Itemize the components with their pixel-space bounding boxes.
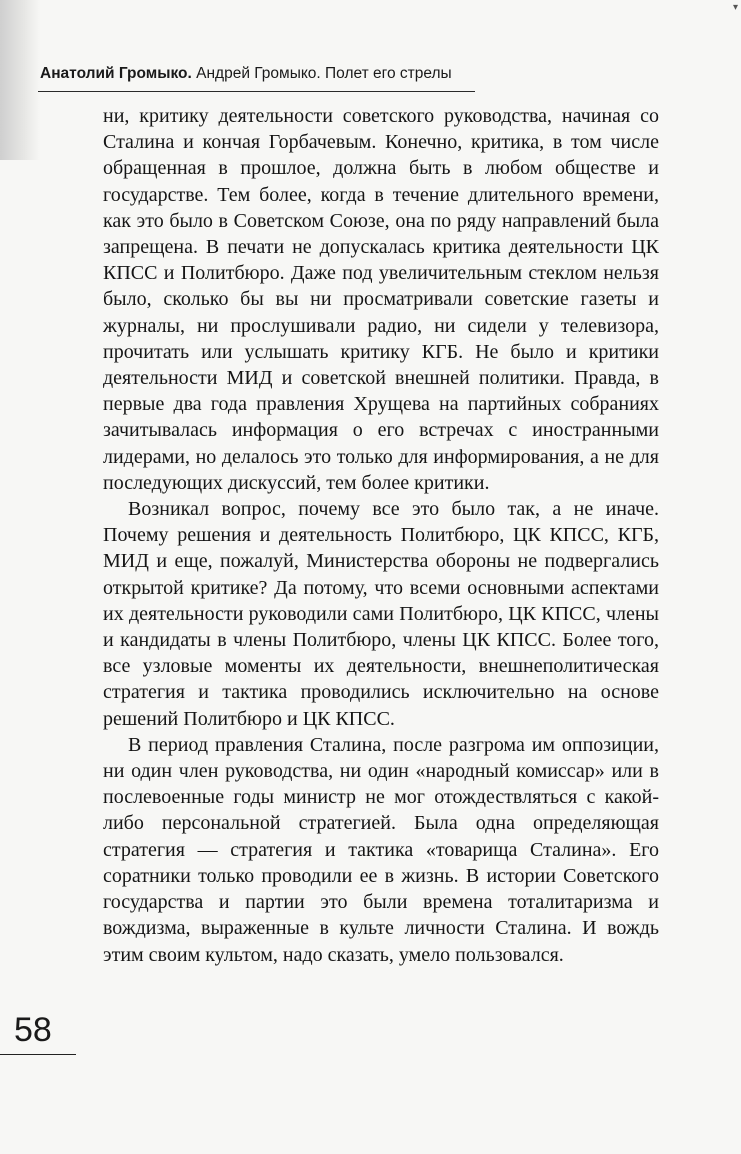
- running-header: [40, 63, 490, 85]
- paragraph-continuation: ни, критику деятельности советского руководства, начиная со Сталина и кончая Горбачевым. Конечно, критика, в том числе обращенная в прошлое, должна быть в любом обществе и государстве. Тем более, когда в течение длительного времени, как это было в Советском Союзе, она по ряду направлений была запрещена. В печати не допускалась критика деятельности ЦК КПСС и Политбюро. Даже под увеличительным стеклом нельзя было, сколько бы вы ни просматривали советские газеты и журналы, ни прослушивали радио, ни сидели у телевизора, прочитать или услышать критику КГБ. Не было и критики деятельности МИД и советской внешней политики. Правда, в первые два года правления Хрущева на партийных собраниях зачитывалась информация о его встречах с иностранными лидерами, но делалось это только для информирования, а не для последующих дискуссий, тем более критики.: [103, 105, 659, 494]
- header-author: Анатолий Громыко.: [40, 65, 192, 82]
- paragraph: В период правления Сталина, после разгрома им оппозиции, ни один член руководства, ни один «народный комиссар» или в послевоенные годы министр не мог отождествляться с какой-либо персональной стратегией. Была одна определяющая стратегия — стратегия и тактика «товарища Сталина». Его соратники только проводили ее в жизнь. В истории Советского государства и партии это были времена тоталитаризма и вождизма, выраженные в культе личности Сталина. И вождь этим своим культом, надо сказать, умело пользовался.: [103, 733, 659, 966]
- scan-edge-shadow: [0, 0, 40, 160]
- scan-corner-mark: ▾: [732, 2, 738, 13]
- header-book-title: Андрей Громыко. Полет его стрелы: [196, 65, 452, 82]
- page-number: 58: [14, 1011, 52, 1049]
- paragraph: Возникал вопрос, почему все это было так, а не иначе. Почему решения и деятельность Политбюро, ЦК КПСС, КГБ, МИД и еще, пожалуй, Министерства обороны не подвергались открытой критике? Да потому, что всеми основными аспектами их деятельности руководили сами Политбюро, ЦК КПСС, члены и кандидаты в члены Политбюро, члены ЦК КПСС. Более того, все узловые моменты их деятельности, внешнеполитическая стратегия и тактика проводились исключительно на основе решений Политбюро и ЦК КПСС.: [103, 498, 659, 730]
- body-text: [103, 103, 659, 968]
- header-rule: [38, 91, 475, 92]
- page-number-rule: [0, 1054, 76, 1055]
